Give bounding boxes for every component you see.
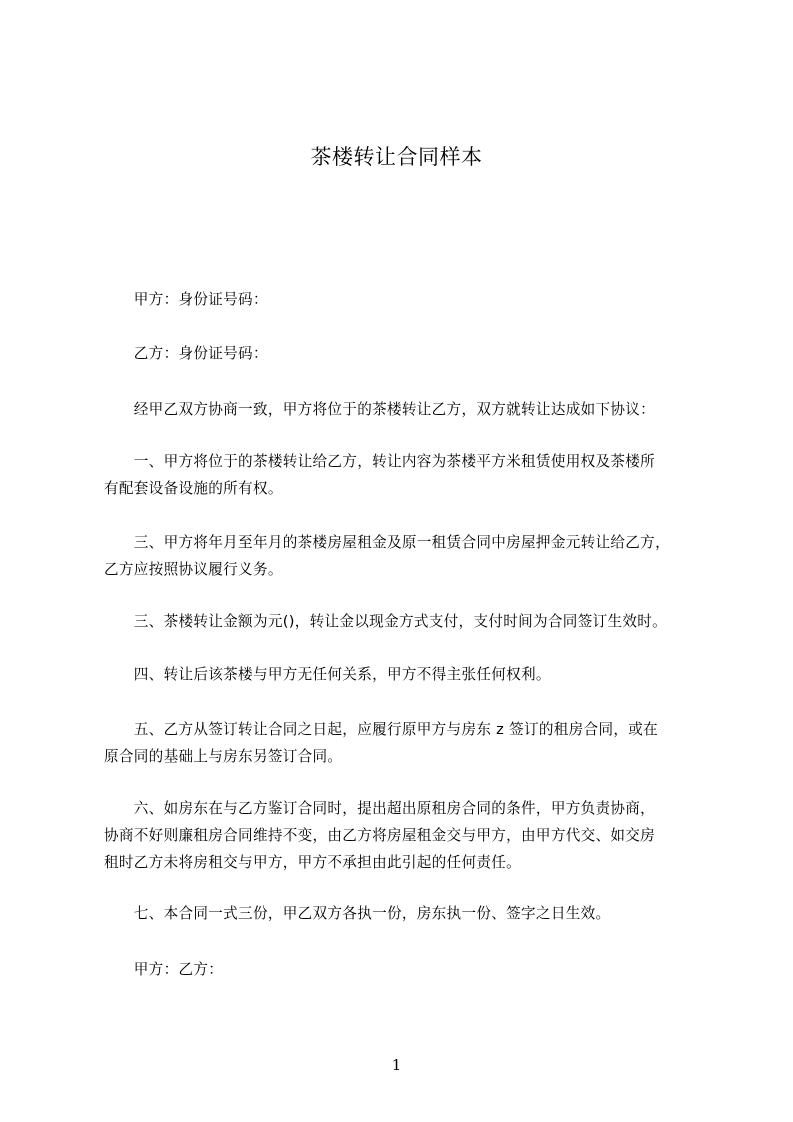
text-line: 协商不好则廉租房合同维持不变，由乙方将房屋租金交与甲方，由甲方代交、如交房 (104, 827, 656, 844)
clause-6 (104, 795, 704, 876)
text-line: 租时乙方未将房租交与甲方，甲方不承担由此引起的任何责任。 (104, 854, 522, 871)
agreement-intro (104, 396, 704, 423)
clause-2 (104, 529, 704, 583)
clause-4 (104, 661, 704, 688)
text-line: 有配套设备设施的所有权。 (104, 480, 283, 497)
document-title: 茶楼转让合同样本 (310, 145, 483, 169)
clause-5 (104, 716, 704, 770)
text-line: 四、转让后该茶楼与甲方无任何关系，甲方不得主张任何权利。 (104, 666, 551, 683)
text-line: 原合同的基础上与房东另签订合同。 (104, 748, 343, 765)
page-number: 1 (391, 1056, 402, 1074)
text-line: 七、本合同一式三份，甲乙双方各执一份，房东执一份、签字之日生效。 (104, 905, 611, 922)
signature-line (104, 956, 704, 983)
clause-3 (104, 608, 704, 635)
clause-1 (104, 448, 704, 502)
text-line: 三、茶楼转让金额为元()，转让金以现金方式支付，支付时间为合同签订生效时。 (104, 613, 668, 630)
text-line: 甲方：身份证号码： (104, 291, 268, 308)
text-line: 乙方：身份证号码： (104, 345, 268, 362)
text-line: 六、如房东在与乙方鉴订合同时，提出超出原租房合同的条件，甲方负责协商， (104, 800, 656, 817)
party-a-line (104, 286, 704, 313)
text-line: 五、乙方从签订转让合同之日起，应履行原甲方与房东 z 签订的租房合同，或在 (104, 721, 659, 738)
text-line: 乙方应按照协议履行义务。 (104, 561, 283, 578)
text-line: 经甲乙双方协商一致，甲方将位于的茶楼转让乙方，双方就转让达成如下协议： (104, 401, 656, 418)
party-b-line (104, 340, 704, 367)
text-line: 一、甲方将位于的茶楼转让给乙方，转让内容为茶楼平方米租赁使用权及茶楼所 (104, 453, 656, 470)
text-line: 三、甲方将年月至年月的茶楼房屋租金及原一租赁合同中房屋押金元转让给乙方， (104, 534, 670, 551)
clause-7 (104, 900, 704, 927)
text-line: 甲方：乙方： (104, 961, 224, 978)
